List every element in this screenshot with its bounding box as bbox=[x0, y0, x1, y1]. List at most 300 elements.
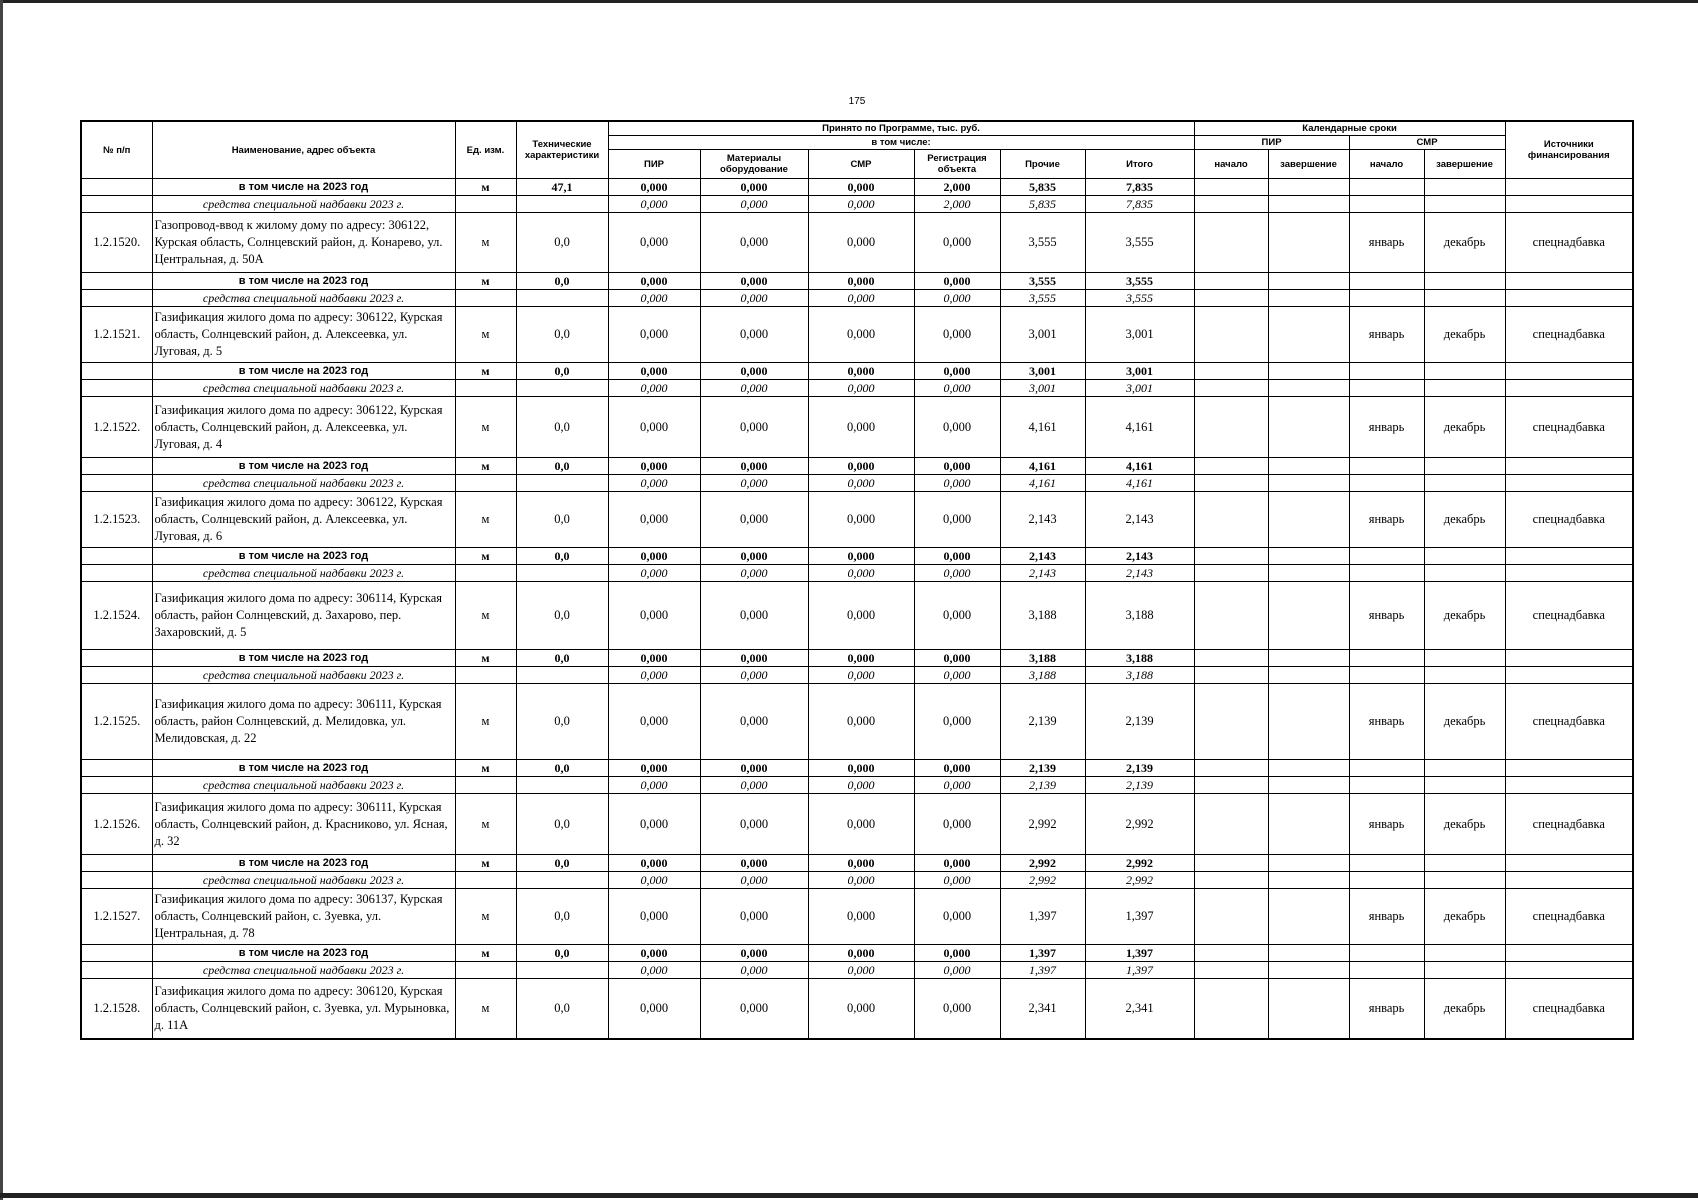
object-pir: 0,000 bbox=[608, 582, 700, 650]
special-funds-row bbox=[81, 196, 1633, 213]
empty-cell bbox=[516, 475, 608, 492]
object-source: спецнадбавка bbox=[1505, 582, 1633, 650]
subtotal-registration: 0,000 bbox=[914, 855, 1000, 872]
empty-cell bbox=[1268, 582, 1349, 650]
special-funds-other: 3,188 bbox=[1000, 667, 1085, 684]
subtotal-other: 2,992 bbox=[1000, 855, 1085, 872]
empty-cell bbox=[81, 565, 152, 582]
object-row bbox=[81, 794, 1633, 855]
scan-edge-bottom bbox=[0, 1193, 1698, 1198]
special-funds-other: 3,001 bbox=[1000, 380, 1085, 397]
empty-cell bbox=[1349, 548, 1424, 565]
subtotal-materials: 0,000 bbox=[700, 363, 808, 380]
special-funds-materials: 0,000 bbox=[700, 777, 808, 794]
object-pir: 0,000 bbox=[608, 684, 700, 760]
subtotal-unit: м bbox=[455, 760, 516, 777]
special-funds-other: 4,161 bbox=[1000, 475, 1085, 492]
subtotal-unit: м bbox=[455, 363, 516, 380]
special-funds-label: средства специальной надбавки 2023 г. bbox=[152, 667, 455, 684]
special-funds-total: 3,555 bbox=[1085, 290, 1194, 307]
special-funds-total: 2,139 bbox=[1085, 777, 1194, 794]
object-smr: 0,000 bbox=[808, 979, 914, 1039]
empty-cell bbox=[455, 667, 516, 684]
object-unit: м bbox=[455, 213, 516, 273]
empty-cell bbox=[1194, 397, 1268, 458]
object-total: 2,992 bbox=[1085, 794, 1194, 855]
object-materials: 0,000 bbox=[700, 684, 808, 760]
subtotal-registration: 0,000 bbox=[914, 458, 1000, 475]
subtotal-tech: 0,0 bbox=[516, 945, 608, 962]
special-funds-smr: 0,000 bbox=[808, 667, 914, 684]
header-unit: Ед. изм. bbox=[455, 121, 516, 179]
object-smr-end: декабрь bbox=[1424, 979, 1505, 1039]
object-total: 3,188 bbox=[1085, 582, 1194, 650]
header-tech: Технические характеристики bbox=[516, 121, 608, 179]
special-funds-materials: 0,000 bbox=[700, 962, 808, 979]
object-materials: 0,000 bbox=[700, 492, 808, 548]
special-funds-other: 1,397 bbox=[1000, 962, 1085, 979]
object-row bbox=[81, 492, 1633, 548]
object-registration: 0,000 bbox=[914, 582, 1000, 650]
subtotal-total: 4,161 bbox=[1085, 458, 1194, 475]
empty-cell bbox=[516, 872, 608, 889]
empty-cell bbox=[1194, 290, 1268, 307]
subtotal-pir: 0,000 bbox=[608, 363, 700, 380]
object-registration: 0,000 bbox=[914, 307, 1000, 363]
object-smr-end: декабрь bbox=[1424, 794, 1505, 855]
empty-cell bbox=[455, 290, 516, 307]
program-table bbox=[80, 120, 1634, 1040]
subtotal-smr: 0,000 bbox=[808, 363, 914, 380]
header-total: Итого bbox=[1085, 150, 1194, 179]
empty-cell bbox=[1505, 565, 1633, 582]
object-materials: 0,000 bbox=[700, 979, 808, 1039]
subtotal-smr: 0,000 bbox=[808, 650, 914, 667]
header-accepted: Принято по Программе, тыс. руб. bbox=[608, 121, 1194, 136]
object-smr-start: январь bbox=[1349, 979, 1424, 1039]
object-unit: м bbox=[455, 397, 516, 458]
empty-cell bbox=[455, 962, 516, 979]
empty-cell bbox=[1349, 777, 1424, 794]
object-tech: 0,0 bbox=[516, 492, 608, 548]
object-smr-end: декабрь bbox=[1424, 582, 1505, 650]
empty-cell bbox=[1349, 945, 1424, 962]
empty-cell bbox=[1194, 582, 1268, 650]
empty-cell bbox=[1194, 945, 1268, 962]
subtotal-label: в том числе на 2023 год bbox=[152, 650, 455, 667]
subtotal-unit: м bbox=[455, 548, 516, 565]
empty-cell bbox=[455, 380, 516, 397]
object-smr-start: январь bbox=[1349, 213, 1424, 273]
empty-cell bbox=[1268, 492, 1349, 548]
special-funds-total: 4,161 bbox=[1085, 475, 1194, 492]
empty-cell bbox=[1349, 650, 1424, 667]
object-smr: 0,000 bbox=[808, 889, 914, 945]
subtotal-materials: 0,000 bbox=[700, 650, 808, 667]
empty-cell bbox=[1505, 475, 1633, 492]
object-registration: 0,000 bbox=[914, 979, 1000, 1039]
subtotal-registration: 0,000 bbox=[914, 945, 1000, 962]
object-tech: 0,0 bbox=[516, 213, 608, 273]
subtotal-smr: 0,000 bbox=[808, 760, 914, 777]
object-unit: м bbox=[455, 794, 516, 855]
empty-cell bbox=[516, 380, 608, 397]
object-number: 1.2.1523. bbox=[81, 492, 152, 548]
subtotal-other: 1,397 bbox=[1000, 945, 1085, 962]
object-materials: 0,000 bbox=[700, 397, 808, 458]
special-funds-row bbox=[81, 565, 1633, 582]
special-funds-registration: 0,000 bbox=[914, 290, 1000, 307]
empty-cell bbox=[1268, 273, 1349, 290]
empty-cell bbox=[455, 475, 516, 492]
object-unit: м bbox=[455, 889, 516, 945]
special-funds-total: 3,188 bbox=[1085, 667, 1194, 684]
object-row bbox=[81, 979, 1633, 1039]
header-num: № п/п bbox=[81, 121, 152, 179]
object-smr-start: январь bbox=[1349, 684, 1424, 760]
empty-cell bbox=[1268, 760, 1349, 777]
special-funds-registration: 0,000 bbox=[914, 475, 1000, 492]
empty-cell bbox=[1268, 307, 1349, 363]
empty-cell bbox=[81, 962, 152, 979]
object-tech: 0,0 bbox=[516, 582, 608, 650]
object-other: 2,341 bbox=[1000, 979, 1085, 1039]
object-smr-end: декабрь bbox=[1424, 213, 1505, 273]
subtotal-smr: 0,000 bbox=[808, 273, 914, 290]
special-funds-row bbox=[81, 290, 1633, 307]
empty-cell bbox=[1505, 760, 1633, 777]
empty-cell bbox=[81, 363, 152, 380]
special-funds-label: средства специальной надбавки 2023 г. bbox=[152, 290, 455, 307]
special-funds-row bbox=[81, 380, 1633, 397]
empty-cell bbox=[1268, 667, 1349, 684]
subtotal-materials: 0,000 bbox=[700, 760, 808, 777]
subtotal-label: в том числе на 2023 год bbox=[152, 179, 455, 196]
object-smr-start: январь bbox=[1349, 492, 1424, 548]
empty-cell bbox=[1505, 363, 1633, 380]
empty-cell bbox=[1349, 760, 1424, 777]
empty-cell bbox=[1349, 872, 1424, 889]
object-source: спецнадбавка bbox=[1505, 684, 1633, 760]
special-funds-total: 2,992 bbox=[1085, 872, 1194, 889]
empty-cell bbox=[1505, 855, 1633, 872]
special-funds-registration: 0,000 bbox=[914, 565, 1000, 582]
subtotal-unit: м bbox=[455, 273, 516, 290]
object-number: 1.2.1526. bbox=[81, 794, 152, 855]
header-pir-end: завершение bbox=[1268, 150, 1349, 179]
empty-cell bbox=[1268, 945, 1349, 962]
object-other: 1,397 bbox=[1000, 889, 1085, 945]
empty-cell bbox=[1268, 777, 1349, 794]
empty-cell bbox=[1505, 872, 1633, 889]
object-source: спецнадбавка bbox=[1505, 213, 1633, 273]
object-smr: 0,000 bbox=[808, 307, 914, 363]
object-smr: 0,000 bbox=[808, 397, 914, 458]
special-funds-smr: 0,000 bbox=[808, 872, 914, 889]
subtotal-total: 3,555 bbox=[1085, 273, 1194, 290]
subtotal-tech: 47,1 bbox=[516, 179, 608, 196]
object-row bbox=[81, 582, 1633, 650]
subtotal-smr: 0,000 bbox=[808, 945, 914, 962]
empty-cell bbox=[1194, 548, 1268, 565]
subtotal-tech: 0,0 bbox=[516, 363, 608, 380]
header-cal-smr: СМР bbox=[1349, 136, 1505, 150]
empty-cell bbox=[1268, 548, 1349, 565]
special-funds-row bbox=[81, 872, 1633, 889]
object-smr-start: январь bbox=[1349, 889, 1424, 945]
header-smr-end: завершение bbox=[1424, 150, 1505, 179]
subtotal-row bbox=[81, 945, 1633, 962]
object-number: 1.2.1520. bbox=[81, 213, 152, 273]
special-funds-row bbox=[81, 777, 1633, 794]
object-name: Газификация жилого дома по адресу: 306114, Курская область, район Солнцевский, д. Захарово, пер. Захаровский, д. 5 bbox=[152, 582, 455, 650]
empty-cell bbox=[1505, 380, 1633, 397]
special-funds-smr: 0,000 bbox=[808, 777, 914, 794]
object-pir: 0,000 bbox=[608, 213, 700, 273]
subtotal-row bbox=[81, 548, 1633, 565]
header-other: Прочие bbox=[1000, 150, 1085, 179]
empty-cell bbox=[1268, 565, 1349, 582]
empty-cell bbox=[1505, 962, 1633, 979]
subtotal-total: 3,001 bbox=[1085, 363, 1194, 380]
special-funds-materials: 0,000 bbox=[700, 872, 808, 889]
special-funds-materials: 0,000 bbox=[700, 667, 808, 684]
header-including: в том числе: bbox=[608, 136, 1194, 150]
empty-cell bbox=[1505, 273, 1633, 290]
subtotal-label: в том числе на 2023 год bbox=[152, 548, 455, 565]
object-other: 3,188 bbox=[1000, 582, 1085, 650]
subtotal-total: 2,143 bbox=[1085, 548, 1194, 565]
empty-cell bbox=[1424, 650, 1505, 667]
subtotal-row bbox=[81, 458, 1633, 475]
subtotal-materials: 0,000 bbox=[700, 855, 808, 872]
subtotal-row bbox=[81, 363, 1633, 380]
object-name: Газификация жилого дома по адресу: 306122, Курская область, Солнцевский район, д. Алексеевка, ул. Луговая, д. 4 bbox=[152, 397, 455, 458]
empty-cell bbox=[1349, 565, 1424, 582]
header-materials: Материалы оборудование bbox=[700, 150, 808, 179]
empty-cell bbox=[1424, 667, 1505, 684]
object-number: 1.2.1527. bbox=[81, 889, 152, 945]
empty-cell bbox=[1268, 213, 1349, 273]
subtotal-label: в том числе на 2023 год bbox=[152, 363, 455, 380]
empty-cell bbox=[1194, 565, 1268, 582]
subtotal-materials: 0,000 bbox=[700, 945, 808, 962]
empty-cell bbox=[455, 777, 516, 794]
empty-cell bbox=[1424, 475, 1505, 492]
special-funds-pir: 0,000 bbox=[608, 196, 700, 213]
subtotal-registration: 0,000 bbox=[914, 548, 1000, 565]
empty-cell bbox=[516, 565, 608, 582]
subtotal-label: в том числе на 2023 год bbox=[152, 945, 455, 962]
empty-cell bbox=[516, 290, 608, 307]
object-number: 1.2.1524. bbox=[81, 582, 152, 650]
empty-cell bbox=[516, 962, 608, 979]
subtotal-row bbox=[81, 855, 1633, 872]
special-funds-other: 2,992 bbox=[1000, 872, 1085, 889]
object-name: Газификация жилого дома по адресу: 306122, Курская область, Солнцевский район, д. Алексеевка, ул. Луговая, д. 6 bbox=[152, 492, 455, 548]
object-number: 1.2.1528. bbox=[81, 979, 152, 1039]
special-funds-total: 3,001 bbox=[1085, 380, 1194, 397]
special-funds-registration: 0,000 bbox=[914, 962, 1000, 979]
special-funds-label: средства специальной надбавки 2023 г. bbox=[152, 872, 455, 889]
empty-cell bbox=[1424, 565, 1505, 582]
subtotal-unit: м bbox=[455, 855, 516, 872]
empty-cell bbox=[1349, 380, 1424, 397]
special-funds-label: средства специальной надбавки 2023 г. bbox=[152, 962, 455, 979]
empty-cell bbox=[1349, 475, 1424, 492]
empty-cell bbox=[1268, 290, 1349, 307]
subtotal-smr: 0,000 bbox=[808, 179, 914, 196]
special-funds-pir: 0,000 bbox=[608, 475, 700, 492]
empty-cell bbox=[1505, 290, 1633, 307]
empty-cell bbox=[81, 290, 152, 307]
empty-cell bbox=[1424, 380, 1505, 397]
special-funds-materials: 0,000 bbox=[700, 196, 808, 213]
object-source: спецнадбавка bbox=[1505, 492, 1633, 548]
object-smr-end: декабрь bbox=[1424, 307, 1505, 363]
empty-cell bbox=[1424, 760, 1505, 777]
object-other: 2,139 bbox=[1000, 684, 1085, 760]
object-tech: 0,0 bbox=[516, 684, 608, 760]
empty-cell bbox=[1424, 458, 1505, 475]
empty-cell bbox=[1268, 962, 1349, 979]
empty-cell bbox=[1424, 273, 1505, 290]
empty-cell bbox=[1349, 667, 1424, 684]
object-total: 2,341 bbox=[1085, 979, 1194, 1039]
header-registration: Регистрация объекта bbox=[914, 150, 1000, 179]
special-funds-total: 7,835 bbox=[1085, 196, 1194, 213]
empty-cell bbox=[81, 380, 152, 397]
empty-cell bbox=[1268, 458, 1349, 475]
empty-cell bbox=[1268, 872, 1349, 889]
object-source: спецнадбавка bbox=[1505, 397, 1633, 458]
empty-cell bbox=[455, 565, 516, 582]
empty-cell bbox=[1194, 667, 1268, 684]
subtotal-tech: 0,0 bbox=[516, 273, 608, 290]
subtotal-pir: 0,000 bbox=[608, 273, 700, 290]
table-header bbox=[81, 121, 1633, 179]
object-smr: 0,000 bbox=[808, 684, 914, 760]
object-name: Газификация жилого дома по адресу: 306122, Курская область, Солнцевский район, д. Алексеевка, ул. Луговая, д. 5 bbox=[152, 307, 455, 363]
object-other: 3,555 bbox=[1000, 213, 1085, 273]
empty-cell bbox=[1505, 777, 1633, 794]
object-materials: 0,000 bbox=[700, 794, 808, 855]
object-smr-end: декабрь bbox=[1424, 397, 1505, 458]
empty-cell bbox=[1268, 475, 1349, 492]
empty-cell bbox=[81, 872, 152, 889]
object-number: 1.2.1522. bbox=[81, 397, 152, 458]
object-total: 4,161 bbox=[1085, 397, 1194, 458]
object-name: Газификация жилого дома по адресу: 306111, Курская область, Солнцевский район, д. Красниково, ул. Ясная, д. 32 bbox=[152, 794, 455, 855]
page-number: 175 bbox=[848, 96, 866, 107]
object-pir: 0,000 bbox=[608, 794, 700, 855]
empty-cell bbox=[81, 650, 152, 667]
special-funds-smr: 0,000 bbox=[808, 565, 914, 582]
special-funds-registration: 0,000 bbox=[914, 380, 1000, 397]
header-smr-start: начало bbox=[1349, 150, 1424, 179]
empty-cell bbox=[1268, 650, 1349, 667]
empty-cell bbox=[1194, 458, 1268, 475]
special-funds-materials: 0,000 bbox=[700, 380, 808, 397]
empty-cell bbox=[81, 855, 152, 872]
object-total: 2,143 bbox=[1085, 492, 1194, 548]
empty-cell bbox=[1194, 307, 1268, 363]
object-unit: м bbox=[455, 684, 516, 760]
special-funds-label: средства специальной надбавки 2023 г. bbox=[152, 196, 455, 213]
subtotal-registration: 0,000 bbox=[914, 650, 1000, 667]
subtotal-pir: 0,000 bbox=[608, 548, 700, 565]
object-source: спецнадбавка bbox=[1505, 979, 1633, 1039]
object-smr: 0,000 bbox=[808, 582, 914, 650]
object-materials: 0,000 bbox=[700, 307, 808, 363]
empty-cell bbox=[1349, 458, 1424, 475]
subtotal-row bbox=[81, 273, 1633, 290]
header-smr: СМР bbox=[808, 150, 914, 179]
object-number: 1.2.1521. bbox=[81, 307, 152, 363]
subtotal-materials: 0,000 bbox=[700, 458, 808, 475]
object-smr-start: январь bbox=[1349, 794, 1424, 855]
object-total: 2,139 bbox=[1085, 684, 1194, 760]
object-tech: 0,0 bbox=[516, 307, 608, 363]
empty-cell bbox=[516, 667, 608, 684]
empty-cell bbox=[1194, 492, 1268, 548]
special-funds-label: средства специальной надбавки 2023 г. bbox=[152, 565, 455, 582]
object-registration: 0,000 bbox=[914, 684, 1000, 760]
subtotal-pir: 0,000 bbox=[608, 855, 700, 872]
subtotal-materials: 0,000 bbox=[700, 273, 808, 290]
subtotal-unit: м bbox=[455, 179, 516, 196]
header-pir-start: начало bbox=[1194, 150, 1268, 179]
header-pir: ПИР bbox=[608, 150, 700, 179]
subtotal-pir: 0,000 bbox=[608, 650, 700, 667]
empty-cell bbox=[81, 760, 152, 777]
empty-cell bbox=[1424, 945, 1505, 962]
subtotal-row bbox=[81, 179, 1633, 196]
object-unit: м bbox=[455, 979, 516, 1039]
subtotal-row bbox=[81, 650, 1633, 667]
special-funds-materials: 0,000 bbox=[700, 565, 808, 582]
subtotal-total: 1,397 bbox=[1085, 945, 1194, 962]
subtotal-other: 5,835 bbox=[1000, 179, 1085, 196]
empty-cell bbox=[1268, 684, 1349, 760]
subtotal-other: 3,001 bbox=[1000, 363, 1085, 380]
object-pir: 0,000 bbox=[608, 397, 700, 458]
empty-cell bbox=[1194, 889, 1268, 945]
object-name: Газопровод-ввод к жилому дому по адресу: 306122, Курская область, Солнцевский район, д. Конарево, ул. Центральная, д. 50А bbox=[152, 213, 455, 273]
subtotal-other: 2,143 bbox=[1000, 548, 1085, 565]
special-funds-materials: 0,000 bbox=[700, 475, 808, 492]
subtotal-row bbox=[81, 760, 1633, 777]
object-smr: 0,000 bbox=[808, 213, 914, 273]
object-registration: 0,000 bbox=[914, 213, 1000, 273]
object-pir: 0,000 bbox=[608, 979, 700, 1039]
special-funds-pir: 0,000 bbox=[608, 380, 700, 397]
empty-cell bbox=[81, 475, 152, 492]
special-funds-registration: 0,000 bbox=[914, 872, 1000, 889]
subtotal-label: в том числе на 2023 год bbox=[152, 760, 455, 777]
special-funds-smr: 0,000 bbox=[808, 475, 914, 492]
empty-cell bbox=[1194, 650, 1268, 667]
object-name: Газификация жилого дома по адресу: 306137, Курская область, Солнцевский район, с. Зуевка, ул. Центральная, д. 78 bbox=[152, 889, 455, 945]
scan-edge-top bbox=[0, 0, 1698, 3]
object-row bbox=[81, 889, 1633, 945]
empty-cell bbox=[1424, 962, 1505, 979]
object-other: 3,001 bbox=[1000, 307, 1085, 363]
object-pir: 0,000 bbox=[608, 889, 700, 945]
empty-cell bbox=[1194, 363, 1268, 380]
subtotal-registration: 0,000 bbox=[914, 363, 1000, 380]
special-funds-registration: 0,000 bbox=[914, 777, 1000, 794]
